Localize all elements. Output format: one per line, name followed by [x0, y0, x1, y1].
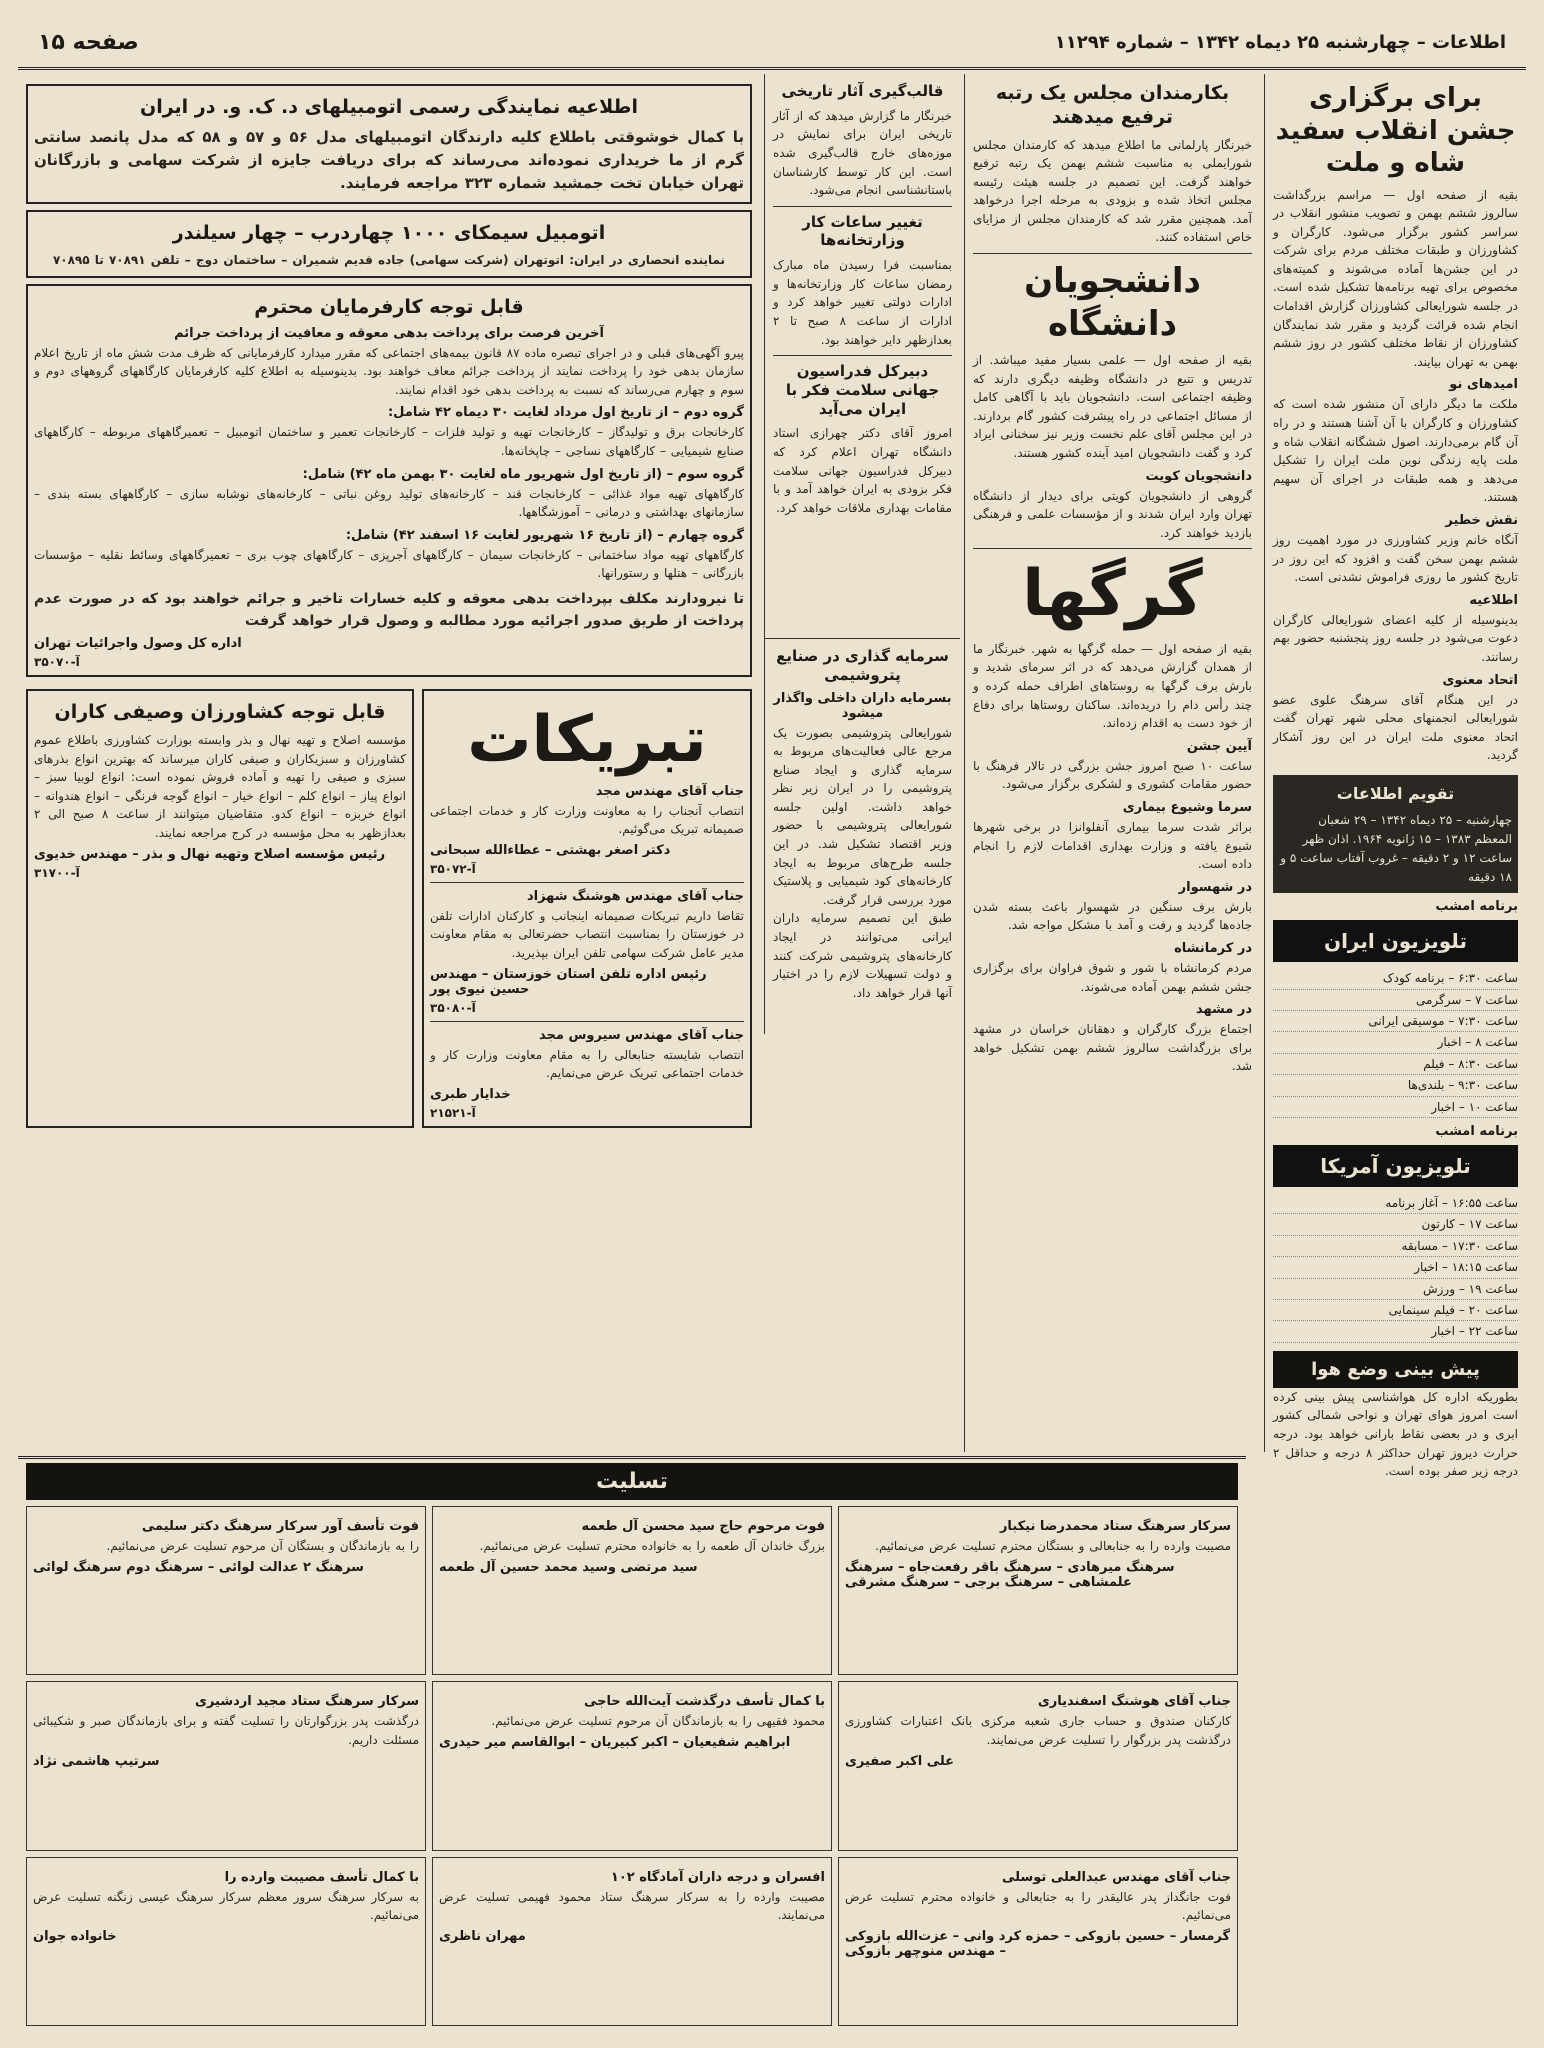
condolence-item-body: بزرگ خاندان آل طعمه را به خانواده محترم تسلیت عرض می‌نمائیم. [479, 1539, 825, 1554]
col2-body3: بقیه از صفحه اول — حمله گرگها به شهر. خبرنگار ما از همدان گزارش می‌دهد که در اثر سرمای شدید و بارش برف گرگها به روستاهای اطراف حمله کرده و چند رأس دام را دریده‌اند. ساکنان روستاها برای دفاع از خود دست به اقدام زده‌اند. [973, 641, 1252, 731]
col1-body-ettehad: در این هنگام آقای سرهنگ علوی عضو شورایعالی انجمنهای محلی شهر تهران گفت اتحاد معنوی ملت ایران در این روز آشکار گردید. [1273, 692, 1518, 763]
condolence-item-body: مصیبت وارده را به جنابعالی و بستگان محترم تسلیت عرض می‌نمائیم. [875, 1539, 1231, 1554]
farmers-sig: رئیس مؤسسه اصلاح وتهیه نهال و بذر – مهندس خدیوی [34, 846, 386, 862]
closing-code: آ-۳۵۰۷۰ [34, 655, 80, 670]
condolence-item-sig: علی اکبر صفیری [845, 1753, 955, 1769]
lower-ads-row [26, 683, 752, 1134]
col2-sub-kermanshah: در کرمانشاه [1174, 940, 1252, 956]
condolence-item [26, 1681, 426, 1850]
weather-body: بطوریکه اداره کل هواشناسی پیش بینی کرده است امروز هوای تهران و نواحی شمالی کشور ابری و در بعضی نقاط بارانی خواهد بود. درجه حرارت دیروز تهران حداکثر ۸ درجه و حداقل ۲ درجه زیر صفر بوده است. [1273, 1389, 1518, 1479]
tv-iran-item: ساعت ۹:۳۰ – بلندی‌ها [1273, 1075, 1518, 1096]
col3-headline: قالب‌گیری آثار تاریخی [781, 82, 944, 100]
col2-body: خبرنگار پارلمانی ما اطلاع میدهد که کارمندان مجلس شورایملی به مناسبت ششم بهمن یک رتبه ترفیع خواهند گرفت. این تصمیم در جلسه هیئت رئیسه مجلس اتخاذ شده و بزودی به مرحله اجرا درخواهد آمد. همچنین مقرر شد که کارمندان مجلس از مزایای خاص استفاده کنند. [973, 137, 1252, 245]
divider [973, 253, 1252, 254]
col3-headline3: دبیرکل فدراسیون جهانی سلامت فکر با ایران می‌آید [785, 362, 940, 418]
condolence-item-title: با کمال تأسف مصیبت وارده را [224, 1869, 419, 1885]
column-4 [18, 74, 760, 1452]
tv-america-list [1273, 1193, 1518, 1343]
farmers-title: قابل توجه کشاورزان وصیفی کاران [54, 701, 386, 724]
car-ad-title: اتومبیل سیمکای ۱۰۰۰ چهاردرب – چهار سیلندر [172, 221, 606, 244]
divider [773, 206, 952, 207]
divider [430, 882, 744, 883]
condolence-item-sig: سرهنگ میرهادی – سرهنگ باقر رفعت‌جاه – سرهنگ علمشاهی – سرهنگ برجی – سرهنگ مشرقی [845, 1559, 1175, 1590]
condolence-item [432, 1857, 832, 2026]
cg1-code: آ-۳۵۰۷۲ [430, 861, 476, 876]
condolence-title: تسلیت [26, 1463, 1238, 1500]
divider [973, 548, 1252, 549]
weather-title: پیش بینی وضع هوا [1273, 1351, 1518, 1388]
notice-body: با کمال خوشوقتی باطلاع کلیه دارندگان اتومبیلهای مدل ۵۶ و ۵۷ و ۵۸ که مدل پانصد سانتی گرم از ما خریداری نموده‌اند می‌رساند که برای دریافت جایزه از شرکت سهامی و بازرگانان تهران خیابان تخت جمشید شماره ۳۲۳ مراجعه فرمایند. [34, 127, 744, 193]
paper-info: اطلاعات – چهارشنبه ۲۵ دیماه ۱۳۴۲ – شماره ۱۱۲۹۴ [1054, 32, 1506, 53]
condolence-item [838, 1681, 1238, 1850]
condolence-item [26, 1506, 426, 1675]
col2-body-shahsavar: بارش برف سنگین در شهسوار باعث بسته شدن جاده‌ها گردید و رفت و آمد با مشکل مواجه شد. [973, 899, 1252, 933]
page-number: صفحه ۱۵ [38, 30, 139, 55]
calendar-title: تقویم اطلاعات [1336, 783, 1455, 803]
condolence-item [838, 1506, 1238, 1675]
congrats-box [422, 689, 752, 1128]
col1-body-amidha: ملکت ما دیگر دارای آن منشور شده است که کشاورزان و کارگران با آن آشنا هستند و در راه آن گام برمی‌دارند. اصول ششگانه انقلاب شاه و ملت پایه زندگی نوین ملت ایران را تشکیل می‌دهد و همه طبقات در اجرای آن سهیم هستند. [1273, 397, 1518, 505]
divider [773, 355, 952, 356]
col3-body4: شورایعالی پتروشیمی بصورت یک مرجع عالی فعالیت‌های مربوط به سرمایه گذاری و ایجاد صنایع پتروشیمی را در ایران زیر نظر خواهد داشت. اولین جلسه شورایعالی پتروشیمی با حضور وزیر اقتصاد تشکیل شد. در این جلسه طرح‌های مربوط به ایجاد کارخانه‌های کود شیمیایی و پلاستیک مورد بررسی قرار گرفت. [773, 725, 952, 907]
condolence-item-body: محمود فقیهی را به بازماندگان آن مرحوم تسلیت عرض می‌نمائیم. [491, 1714, 825, 1729]
cg3-code: آ-۲۱۵۲۱ [430, 1105, 476, 1120]
col3-body3: امروز آقای دکتر چهرازی استاد دانشگاه تهران اعلام کرد که دبیرکل فدراسیون جهانی سلامت فکر بزودی به ایران خواهد آمد و با مقامات بهداری ملاقات خواهد کرد. [773, 426, 952, 515]
cg3-sig: خدایار طبری [430, 1086, 511, 1102]
col1-sub-nafs: نقش خطیر [1445, 513, 1518, 528]
condolence-item-body: مصیبت وارده را به سرکار سرهنگ ستاد محمود فهیمی تسلیت عرض می‌نمایند. [439, 1889, 825, 1923]
tv-iran-item: ساعت ۸ – اخبار [1273, 1032, 1518, 1053]
calendar-body: چهارشنبه – ۲۵ دیماه ۱۳۴۲ – ۲۹ شعبان المعظم ۱۳۸۳ – ۱۵ ژانویه ۱۹۶۴. اذان ظهر ساعت ۱۲ و ۲ دقیقه – غروب آفتاب ساعت ۵ و ۱۸ دقیقه [1280, 812, 1512, 885]
condolences-band [18, 1456, 1246, 2030]
car-ad-body: نماینده انحصاری در ایران: اتوتهران (شرکت سهامی) جاده قدیم شمیران – ساختمان دوج – تلفن ۷۰۸۹۱ تا ۷۰۸۹۵ [52, 253, 726, 268]
col2-body-university: گروهی از دانشجویان کویتی برای دیدار از دانشگاه تهران وارد ایران شدند و از مؤسسات علمی و فرهنگی بازدید خواهند کرد. [973, 488, 1252, 540]
farmers-box [26, 689, 414, 1128]
cg2-title: جناب آقای مهندس هوشنگ شهزاد [526, 888, 744, 904]
col1-sub-ettehad: اتحاد معنوی [1442, 672, 1518, 688]
col2-headline3: گرگها [1022, 557, 1203, 632]
condolence-item-sig: سرتیپ هاشمی نژاد [33, 1753, 160, 1769]
masthead [18, 18, 1526, 70]
condolence-item-title: سرکار سرهنگ ستاد محمدرضا نیکبار [999, 1519, 1231, 1535]
condolence-item-sig: مهران ناظری [439, 1928, 526, 1944]
group3-title: گروه سوم – (از تاریخ اول شهریور ماه لغایت ۳۰ بهمن ماه ۴۲) شامل: [302, 466, 744, 482]
col2-sub-mashhad: در مشهد [1195, 1002, 1252, 1018]
col3-body: خبرنگار ما گزارش میدهد که از آثار تاریخی ایران برای نمایش در موزه‌های خارج قالب‌گیری شده است. این کار توسط کارشناسان باستانشناسی انجام می‌شود. [773, 108, 952, 198]
col1-body-ettelae: بدینوسیله از کلیه اعضای شورایعالی کارگران دعوت می‌شود در جلسه روز پنجشنبه حضور بهم رسانند. [1273, 612, 1518, 664]
tv-america-logo: تلویزیون آمریکا [1273, 1145, 1518, 1187]
tv-iran-item: ساعت ۸:۳۰ – فیلم [1273, 1054, 1518, 1075]
cg1-sig: دکتر اصغر بهشتی – عطاءالله سبحانی [430, 842, 671, 858]
column-2 [964, 74, 1260, 1452]
condolence-item [26, 1857, 426, 2026]
col2-body-mashhad: اجتماع بزرگ کارگران و دهقانان خراسان در مشهد برای بزرگداشت سالروز ششم بهمن تشکیل خواهد شد. [973, 1022, 1252, 1074]
employer-notice [26, 284, 752, 677]
condolence-item-title: فوت مرحوم حاج سید محسن آل طعمه [581, 1519, 825, 1535]
closing-sig: اداره کل وصول واجرائیات تهران [34, 636, 242, 652]
col2-sub-sarma: سرما وشیوع بیماری [1122, 799, 1252, 815]
cg2-code: آ-۳۵۰۸۰ [430, 1000, 476, 1015]
col3-headline4: سرمایه گذاری در صنایع پتروشیمی [776, 647, 949, 684]
tv-america-item: ساعت ۱۶:۵۵ – آغاز برنامه [1273, 1193, 1518, 1214]
cg2-sig: رئیس اداره تلفن استان خوزستان – مهندس حسین نیوی پور [430, 966, 707, 997]
tv-iran-item: ساعت ۱۰ – اخبار [1273, 1097, 1518, 1118]
col1-sub-ettelae: اطلاعیه [1469, 592, 1518, 608]
condolence-item-sig: سرهنگ ۲ عدالت لوائی – سرهنگ دوم سرهنگ لوائی [33, 1559, 364, 1575]
employer-title: قابل توجه کارفرمایان محترم [254, 295, 524, 318]
condolence-item [432, 1506, 832, 1675]
farmers-body: مؤسسه اصلاح و تهیه نهال و بذر وابسته بوزارت کشاورزی باطلاع عموم کشاورزان و سبزیکاران و صیفی کاران میرساند که بهترین انواع بذرهای سبزی و صیفی را تهیه و آماده فروش نموده است: انواع لوبیا سبز – انواع پیاز – انواع کلم – انواع خیار – انواع گوجه فرنگی – انواع هندوانه – انواع خربزه – انواع کدو. متقاضیان میتوانند از ساعت ۸ صبح الی ۲ بعدازظهر به محل مؤسسه در کرج مراجعه نمایند. [34, 733, 406, 841]
col2-sub-ayin: آیین جشن [1186, 738, 1252, 754]
condolence-item-title: فوت تأسف آور سرکار سرهنگ دکتر سلیمی [141, 1519, 419, 1535]
col2-sub-university: دانشجویان کویت [1145, 468, 1252, 484]
tv-america-item: ساعت ۱۹ – ورزش [1273, 1279, 1518, 1300]
cg3-body: انتصاب شایسته جنابعالی را به مقام معاونت وزارت کار و خدمات اجتماعی تبریک عرض می‌نمایم. [430, 1047, 744, 1081]
cg3-title: جناب آقای مهندس سیروس مجد [539, 1027, 744, 1043]
col2-body-kermanshah: مردم کرمانشاه با شور و شوق فراوان برای برگزاری جشن ششم بهمن آماده می‌شوند. [973, 960, 1252, 994]
condolence-item-title: جناب آقای هوشنگ اسفندیاری [1037, 1694, 1231, 1710]
tv-america-item: ساعت ۱۷ – کارتون [1273, 1214, 1518, 1235]
col2-body-ayin: ساعت ۱۰ صبح امروز جشن بزرگی در تالار فرهنگ با حضور مقامات کشوری و لشکری برگزار می‌شود. [973, 758, 1253, 792]
condolence-item-title: با کمال تأسف درگذشت آیت‌الله حاجی [583, 1694, 825, 1710]
tv-iran-item: ساعت ۷ – سرگرمی [1273, 990, 1518, 1011]
tv-america-item: ساعت ۱۸:۱۵ – اخبار [1273, 1257, 1518, 1278]
condolence-item-sig: ابراهیم شفیعیان – اکبر کبیریان – ابوالقاسم میر حیدری [439, 1734, 791, 1750]
calendar-box [1273, 775, 1518, 893]
condolence-item [432, 1681, 832, 1850]
newspaper-page [18, 18, 1526, 2030]
group3-body: کارگاههای تهیه مواد غذائی – کارخانجات قند – کارخانه‌های تولید روغن نباتی – کارخانه‌های نوشابه سازی – کارگاههای بسته بندی – سازمانهای بهداشتی و درمانی – آموزشگاهها. [34, 486, 744, 520]
group4-body: کارگاههای تهیه مواد ساختمانی – کارخانجات سیمان – کارگاههای آجرپزی – کارگاههای چوب بری – تعمیرگاههای وسائط نقلیه – مؤسسات بازرگانی – هتلها و رستورانها. [34, 547, 744, 581]
group4-title: گروه چهارم – (از تاریخ ۱۶ شهریور لغایت ۱۶ اسفند ۴۲) شامل: [345, 527, 744, 543]
col1-body-nafs: آنگاه خانم وزیر کشاورزی در مورد اهمیت روز ششم بهمن سخن گفت و افزود که این روز در تاریخ کشور ما روزی فراموش نشدنی است. [1273, 533, 1518, 585]
cg2-body: تقاضا داریم تبریکات صمیمانه اینجانب و کارکنان ادارات تلفن در خوزستان را بمناسبت انتصاب حضرتعالی به مقام معاونت مدیر عامل شرکت سهامی تلفن ایران بپذیرید. [430, 908, 744, 961]
col2-headline: بکارمندان مجلس یک رتبه ترفیع میدهند [995, 82, 1230, 128]
condolence-item-sig: سید مرتضی وسید محمد حسین آل طعمه [439, 1559, 698, 1575]
col1-body: بقیه از صفحه اول — مراسم بزرگداشت سالروز ششم بهمن و تصویب منشور انقلاب در سراسر کشور برگزار می‌شود. کارگران و کشاورزان و طبقات مختلف مردم برای شرکت در این جشن‌ها آماده می‌شوند و کمیته‌های مخصوص برای تهیه برنامه‌ها تشکیل شده است. در جلسه شورایعالی کشاورزان گزارش اقدامات انجام شده قرائت گردید و مقرر شد نمایندگان کشاورزان از نقاط مختلف کشور در روز ششم بهمن به تهران بیایند. [1273, 187, 1518, 369]
group2-body: کارخانجات برق و تولیدگاز – کارخانجات تهیه و تولید فلزات – کارخانجات تعمیر و ساختمان اتومبیل – تعمیرگاههای مربوطه – کارگاههای صنایع شیمیایی – کارگاههای نساجی – چاپخانه‌ها. [34, 425, 744, 458]
condolence-item-body: کارکنان صندوق و حساب جاری شعبه مرکزی بانک اعتبارات کشاورزی درگذشت پدر بزرگوار را تسلیت عرض می‌نمایند. [845, 1714, 1231, 1747]
col3-body4b: طبق این تصمیم سرمایه داران ایرانی می‌توانند در ایجاد کارخانه‌های پتروشیمی شرکت کنند و دولت تسهیلات لازم را در اختیار آنها قرار خواهد داد. [773, 911, 952, 1000]
congrats-title: تبریکات [467, 703, 707, 778]
condolence-item-sig: خانواده جوان [33, 1928, 117, 1944]
condolence-item-body: به سرکار سرهنگ سرور معظم سرکار سرهنگ عیسی زنگنه تسلیت عرض می‌نمائیم. [33, 1889, 419, 1923]
col2-sub-shahsavar: در شهسوار [1178, 879, 1252, 895]
tv-america-item: ساعت ۱۷:۳۰ – مسابقه [1273, 1236, 1518, 1257]
col1-sub-amidha: امیدهای نو [1449, 377, 1518, 393]
tv-iran-list [1273, 968, 1518, 1118]
condolence-item-title: افسران و درجه داران آمادگاه ۱۰۲ [610, 1869, 825, 1885]
tv-america-item: ساعت ۲۲ – اخبار [1273, 1321, 1518, 1342]
program-tonight-2: برنامه امشب [1435, 1124, 1518, 1140]
col2-body2: بقیه از صفحه اول — علمی بسیار مفید میباشد. از تدریس و تتبع در دانشگاه وظیفه دیگری دارند که وظیفه اجتماعی است. دانشجویان باید با آگاهی کامل از مسائل اجتماعی در راه پیشرفت کشور گام بردارند. در این مجلس آقای علم نخست وزیر نیز سخنانی ایراد کرد و گفت دانشجویان امید آینده کشور هستند. [973, 353, 1252, 461]
condolence-item-body: فوت جانگداز پدر عالیقدر را به جنابعالی و خانواده محترم تسلیت عرض می‌نمائیم. [845, 1889, 1231, 1923]
employer-sub: آخرین فرصت برای پرداخت بدهی معوقه و معافیت از پرداخت جرائم [174, 325, 604, 341]
condolence-item [838, 1857, 1238, 2026]
petrochemical-story [764, 638, 960, 1034]
program-tonight-1: برنامه امشب [1435, 899, 1518, 915]
tv-iran-logo: تلویزیون ایران [1273, 920, 1518, 962]
col2-headline2: دانشجویان دانشگاه [1024, 261, 1201, 344]
employer-body: پیرو آگهی‌های قبلی و در اجرای تبصره ماده ۸۷ قانون بیمه‌های اجتماعی که مقرر میدارد کارفرمایانی که ظرف مدت شش ماه از تاریخ اعلام سازمان بدهی خود را پرداخت نمایند از پرداخت جرائم معاف خواهند بود. بدینوسیله به اطلاع کلیه کارفرمایان کارگاههای گروههای دوم و سوم و چهارم می‌رساند که نسبت به پرداخت بدهی خود اقدام نمایند. [34, 345, 745, 397]
col2-body-sarma: براثر شدت سرما بیماری آنفلوانزا در برخی شهرها شیوع یافته و وزارت بهداری اقدامات لازم را انجام داده است. [973, 819, 1252, 872]
condolence-item-body: را به بازماندگان و بستگان آن مرحوم تسلیت عرض می‌نمائیم. [106, 1539, 419, 1554]
col3-headline2: تغییر ساعات کار وزارتخانه‌ها [802, 212, 923, 250]
cg1-title: جناب آقای مهندس مجد [595, 783, 744, 799]
closing-text: تا نیرودارند مکلف بپرداخت بدهی معوقه و کلیه خسارات تاخیر و جرائم خواهند بود که در صورت عدم پرداخت از طریق صدور اجرائیه مورد مطالبه و وصول قرار خواهد گرفت [34, 590, 744, 629]
farmers-code: آ-۳۱۷۰۰ [34, 865, 80, 880]
condolence-item-sig: گرمسار – حسین بازوکی – حمزه کرد وانی – عزت‌الله بازوکی – مهندس منوچهر بازوکی [845, 1928, 1231, 1959]
notice-title: اطلاعیه نمایندگی رسمی اتومبیلهای د. ک. و. در ایران [140, 96, 638, 118]
cg1-body: انتصاب آنجناب را به معاونت وزارت کار و خدمات اجتماعی صمیمانه تبریک می‌گوئیم. [430, 803, 744, 837]
notice-box [26, 84, 752, 204]
condolence-item-title: جناب آقای مهندس عبدالعلی توسلی [1002, 1869, 1231, 1885]
col1-headline: برای برگزاری جشن انقلاب سفید شاه و ملت [1275, 83, 1516, 178]
condolence-item-body: درگذشت پدر بزرگوارتان را تسلیت گفته و برای بازماندگان صبر و شکیبائی مسئلت داریم. [33, 1714, 419, 1747]
col3-sub4: بسرمایه داران داخلی واگذار میشود [773, 690, 952, 721]
divider [430, 1021, 744, 1022]
tv-iran-item: ساعت ۷:۳۰ – موسیقی ایرانی [1273, 1011, 1518, 1032]
condolence-item-title: سرکار سرهنگ ستاد مجید اردشیری [195, 1694, 419, 1710]
group2-title: گروه دوم – از تاریخ اول مرداد لغایت ۳۰ دیماه ۴۲ شامل: [387, 405, 744, 421]
car-ad [26, 210, 752, 278]
tv-iran-item: ساعت ۶:۳۰ – برنامه کودک [1273, 968, 1518, 989]
col3-body2: بمناسبت فرا رسیدن ماه مبارک رمضان ساعات کار وزارتخانه‌ها و ادارات دولتی تغییر خواهد کرد و ادارات از ساعت ۸ صبح تا ۲ بعدازظهر دایر خواهند بود. [773, 258, 952, 347]
tv-america-item: ساعت ۲۰ – فیلم سینمایی [1273, 1300, 1518, 1321]
column-1 [1264, 74, 1526, 1479]
